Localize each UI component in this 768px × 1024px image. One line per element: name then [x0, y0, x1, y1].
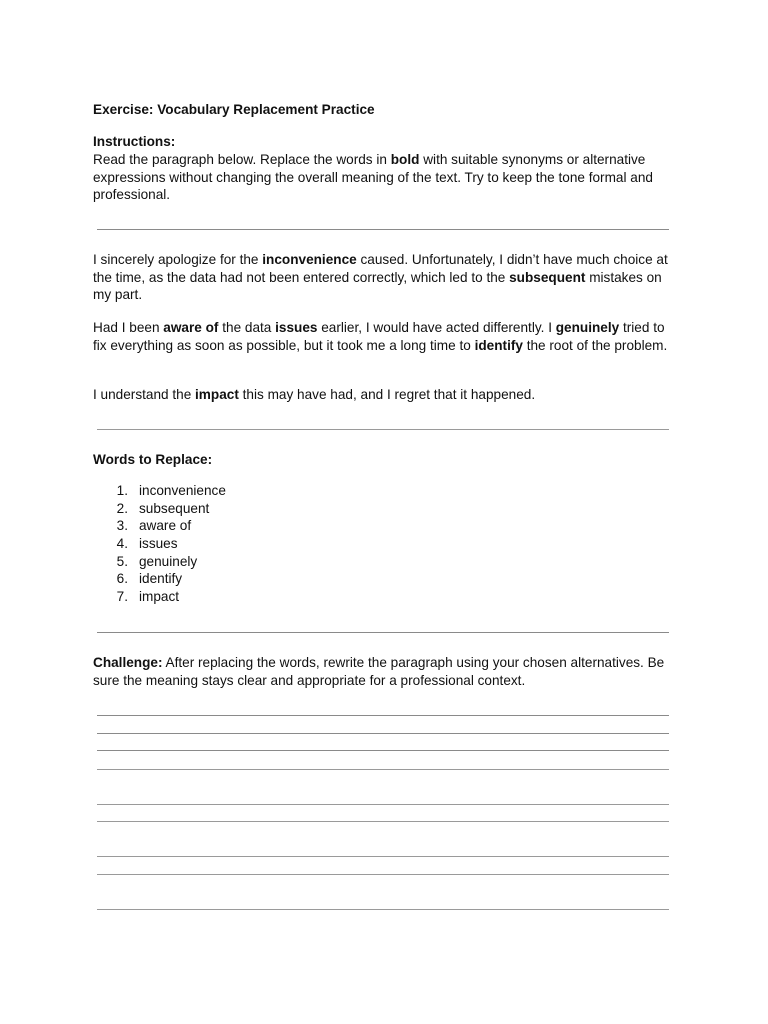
target-word: aware of: [163, 320, 219, 335]
passage-text: I sincerely apologize for the: [93, 252, 263, 267]
list-item: 3. aware of: [116, 518, 192, 534]
writing-line[interactable]: [97, 750, 669, 751]
passage-text: tried to fix everything as soon as possible, but it took me a long time to: [93, 320, 665, 353]
words-list: [93, 482, 226, 606]
writing-line[interactable]: [97, 733, 669, 734]
challenge-label: Challenge:: [93, 655, 163, 670]
writing-line[interactable]: [97, 821, 669, 822]
writing-line[interactable]: [97, 804, 669, 805]
passage-text: caused. Unfortunately, I didn’t have much choice at the time, as the data had not been entered correctly, which led to the: [93, 252, 668, 285]
list-item: 6. identify: [116, 571, 183, 587]
divider: [97, 429, 669, 430]
instructions-text: Read the paragraph below. Replace the words in bold with suitable synonyms or alternative expressions without changing the overall meaning of the text. Try to keep the tone formal and professional.: [93, 152, 653, 203]
instructions-heading: Instructions:: [93, 134, 176, 149]
page-title: Exercise: Vocabulary Replacement Practice: [93, 102, 375, 117]
passage-paragraph-3: [93, 386, 678, 404]
target-word: identify: [474, 337, 523, 353]
passage-text: this may have had, and I regret that it happened.: [238, 387, 536, 402]
passage-text: I understand the: [93, 387, 196, 402]
target-word: genuinely: [555, 320, 620, 335]
passage-text: Had I been: [93, 320, 164, 335]
passage-paragraph-1: [93, 251, 678, 304]
passage-text: the root of the problem.: [522, 337, 668, 353]
target-word: subsequent: [509, 269, 586, 285]
target-word: impact: [195, 387, 239, 402]
divider: [97, 632, 669, 633]
target-word: issues: [275, 320, 318, 335]
passage-paragraph-2: [93, 319, 678, 354]
passage-text: mistakes on my part.: [93, 269, 662, 303]
passage-text: the data: [218, 320, 276, 335]
list-item: 2. subsequent: [116, 500, 210, 516]
writing-line[interactable]: [97, 715, 669, 716]
list-item: 4. issues: [116, 536, 178, 552]
writing-line[interactable]: [97, 856, 669, 857]
challenge-text: Challenge: After replacing the words, rewrite the paragraph using your chosen alternatives. Be sure the meaning stays clear and appropriate for a professional context.: [93, 655, 665, 688]
target-word: inconvenience: [262, 252, 357, 267]
writing-line[interactable]: [97, 769, 669, 770]
divider: [97, 229, 669, 230]
words-heading: Words to Replace:: [93, 452, 213, 467]
list-item: 1. inconvenience: [116, 483, 226, 498]
list-item: 5. genuinely: [116, 553, 198, 569]
passage-text: earlier, I would have acted differently. I: [317, 320, 556, 335]
list-item: 7. impact: [116, 589, 180, 605]
writing-line[interactable]: [97, 874, 669, 875]
bold-keyword: bold: [390, 152, 420, 167]
writing-line[interactable]: [97, 909, 669, 910]
